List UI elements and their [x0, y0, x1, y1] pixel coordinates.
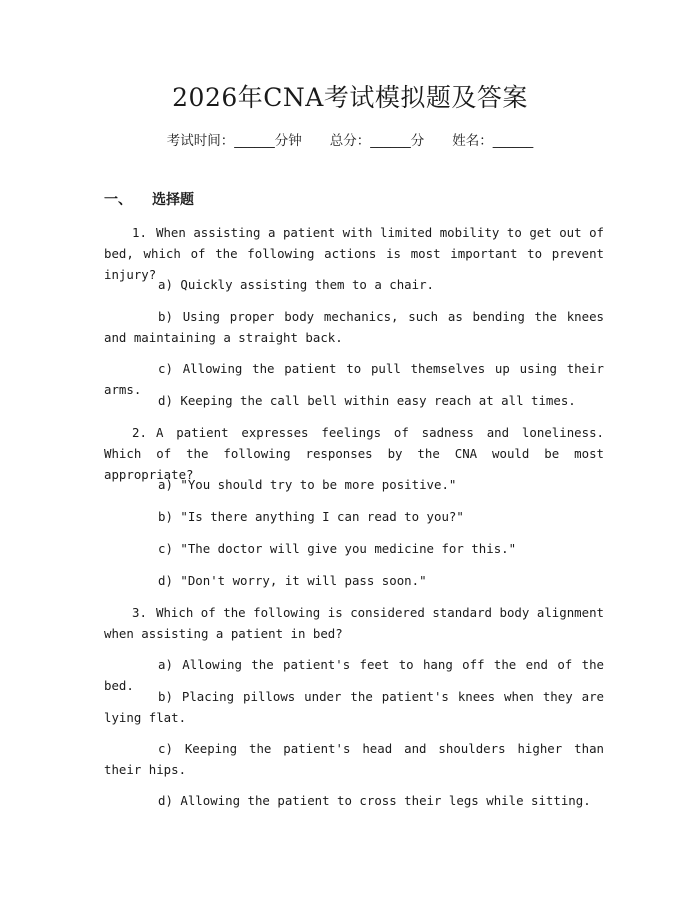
question-1-number: 1.	[132, 225, 147, 240]
question-2-text: A patient expresses feelings of sadness and loneliness. Which of the following responses by the CNA would be most appropriate?	[104, 425, 604, 482]
question-2-number: 2.	[132, 425, 147, 440]
exam-meta	[0, 131, 700, 151]
question-3	[104, 602, 604, 644]
question-1-option-b: b) Using proper body mechanics, such as bending the knees and maintaining a straight back.	[104, 309, 604, 345]
question-1-option-c: c) Allowing the patient to pull themselves up using their arms.	[104, 361, 604, 397]
question-3-option-d: d) Allowing the patient to cross their legs while sitting.	[158, 793, 591, 808]
question-2-option-c: c) "The doctor will give you medicine for this."	[158, 541, 517, 556]
question-2-option-b: b) "Is there anything I can read to you?"	[158, 509, 464, 524]
section-title: 选择题	[152, 192, 194, 208]
question-2-option-a: a) "You should try to be more positive."	[158, 477, 457, 492]
section-heading	[104, 190, 194, 210]
question-1-option-d: d) Keeping the call bell within easy reach at all times.	[158, 393, 576, 408]
question-1-text: When assisting a patient with limited mobility to get out of bed, which of the following actions is most important to prevent injury?	[104, 225, 604, 282]
question-3-option-b: b) Placing pillows under the patient's knees when they are lying flat.	[104, 689, 604, 725]
question-3-option-a: a) Allowing the patient's feet to hang off the end of the bed.	[104, 657, 604, 693]
section-number: 一、	[104, 192, 132, 208]
question-1-option-a: a) Quickly assisting them to a chair.	[158, 277, 435, 292]
name-label: 姓名：______	[452, 133, 534, 149]
question-3-number: 3.	[132, 605, 147, 620]
question-2-option-d: d) "Don't worry, it will pass soon."	[158, 573, 427, 588]
total-score-label: 总分：______分	[329, 133, 425, 149]
question-3-text: Which of the following is considered standard body alignment when assisting a patient in bed?	[104, 605, 604, 641]
page-title: 2026年CNA考试模拟题及答案	[172, 83, 528, 112]
question-3-option-c: c) Keeping the patient's head and shoulders higher than their hips.	[104, 741, 604, 777]
exam-time-label: 考试时间：______分钟	[166, 133, 302, 149]
